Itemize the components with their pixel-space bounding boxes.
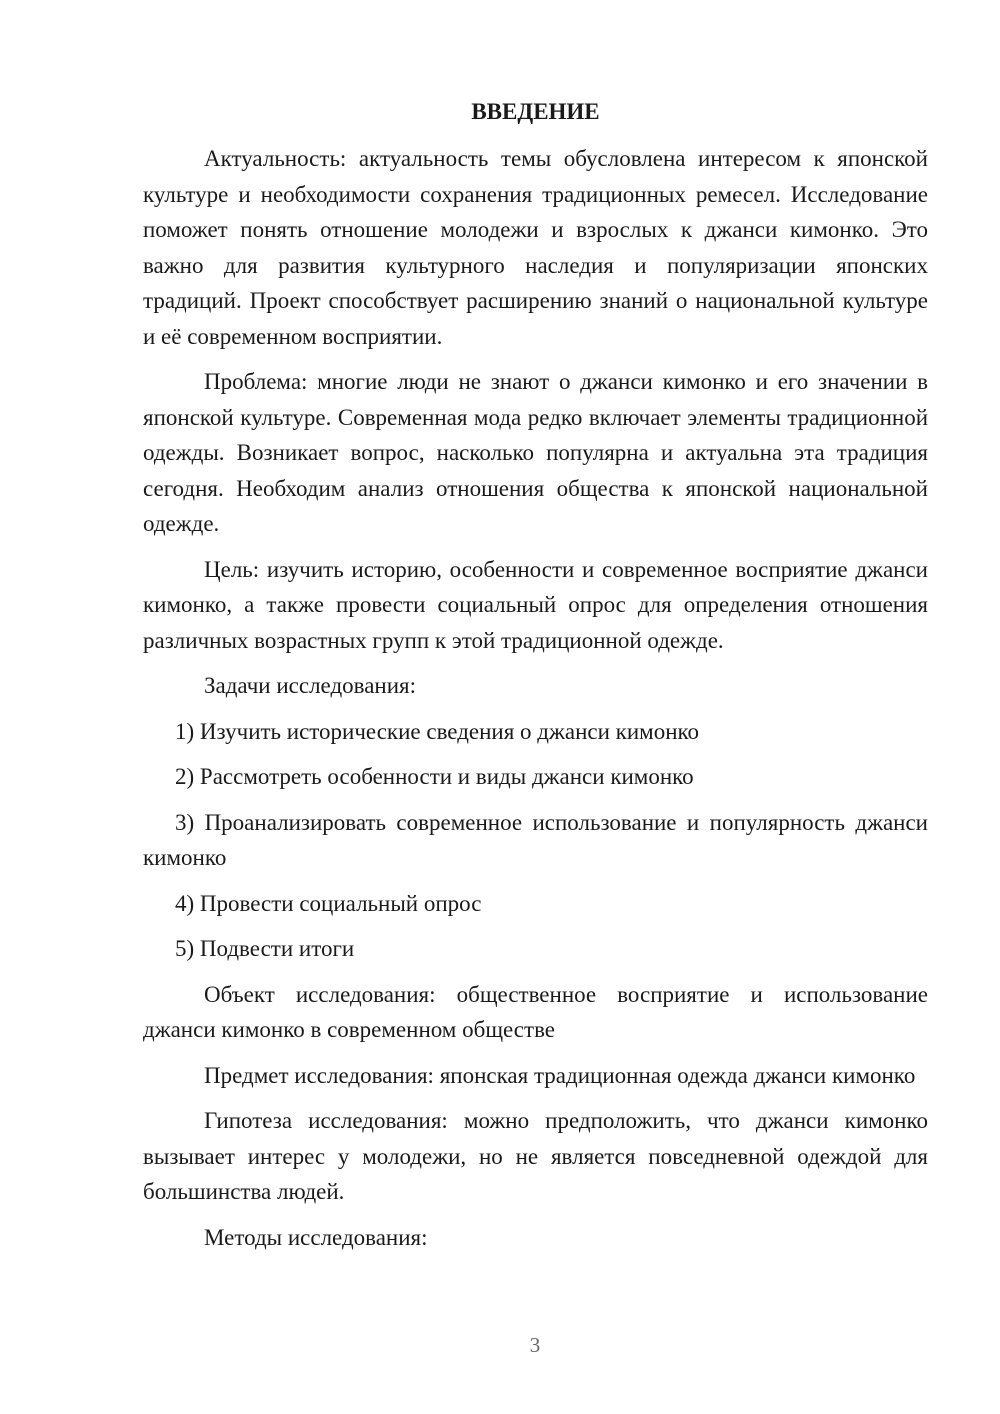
- list-item: 3) Проанализировать современное использование и популярность джанси кимонко: [143, 809, 928, 870]
- list-item: 4) Провести социальный опрос: [175, 890, 482, 916]
- tasks-label: Задачи исследования:: [204, 673, 417, 698]
- methods-label: Методы исследования:: [204, 1224, 428, 1250]
- object-paragraph: Объект исследования: общественное восприятие и использование джанси кимонко в современном обществе: [143, 981, 928, 1042]
- goal-paragraph: Цель: изучить историю, особенности и современное восприятие джанси кимонко, а также провести социальный опрос для определения отношения различных возрастных групп к этой традиционной одежде.: [143, 556, 928, 653]
- list-item: 5) Подвести итоги: [175, 936, 355, 961]
- subject-paragraph: Предмет исследования: японская традиционная одежда джанси кимонко: [204, 1062, 916, 1088]
- tasks-list: [143, 714, 928, 967]
- page-number: 3: [529, 1333, 541, 1357]
- relevance-paragraph: Актуальность: актуальность темы обусловлена интересом к японской культуре и необходимости сохранения традиционных ремесел. Исследование поможет понять отношение молодежи и взрослых к джанси кимонко. Это важно для развития культурного наследия и популяризации японских традиций. Проект способствует расширению знаний о национальной культуре и её современном восприятии.: [143, 146, 928, 349]
- list-item: 2) Рассмотреть особенности и виды джанси кимонко: [175, 764, 694, 789]
- problem-paragraph: Проблема: многие люди не знают о джанси кимонко и его значении в японской культуре. Современная мода редко включает элементы традиционной одежды. Возникает вопрос, насколько популярна и актуальна эта традиция сегодня. Необходим анализ отношения общества к японской национальной одежде.: [143, 369, 928, 536]
- section-title: ВВЕДЕНИЕ: [471, 99, 600, 124]
- list-item: 1) Изучить исторические сведения о джанси кимонко: [175, 718, 700, 744]
- hypothesis-paragraph: Гипотеза исследования: можно предположить, что джанси кимонко вызывает интерес у молодежи, но не является повседневной одеждой для большинства людей.: [143, 1108, 928, 1204]
- page-body: [143, 94, 928, 1265]
